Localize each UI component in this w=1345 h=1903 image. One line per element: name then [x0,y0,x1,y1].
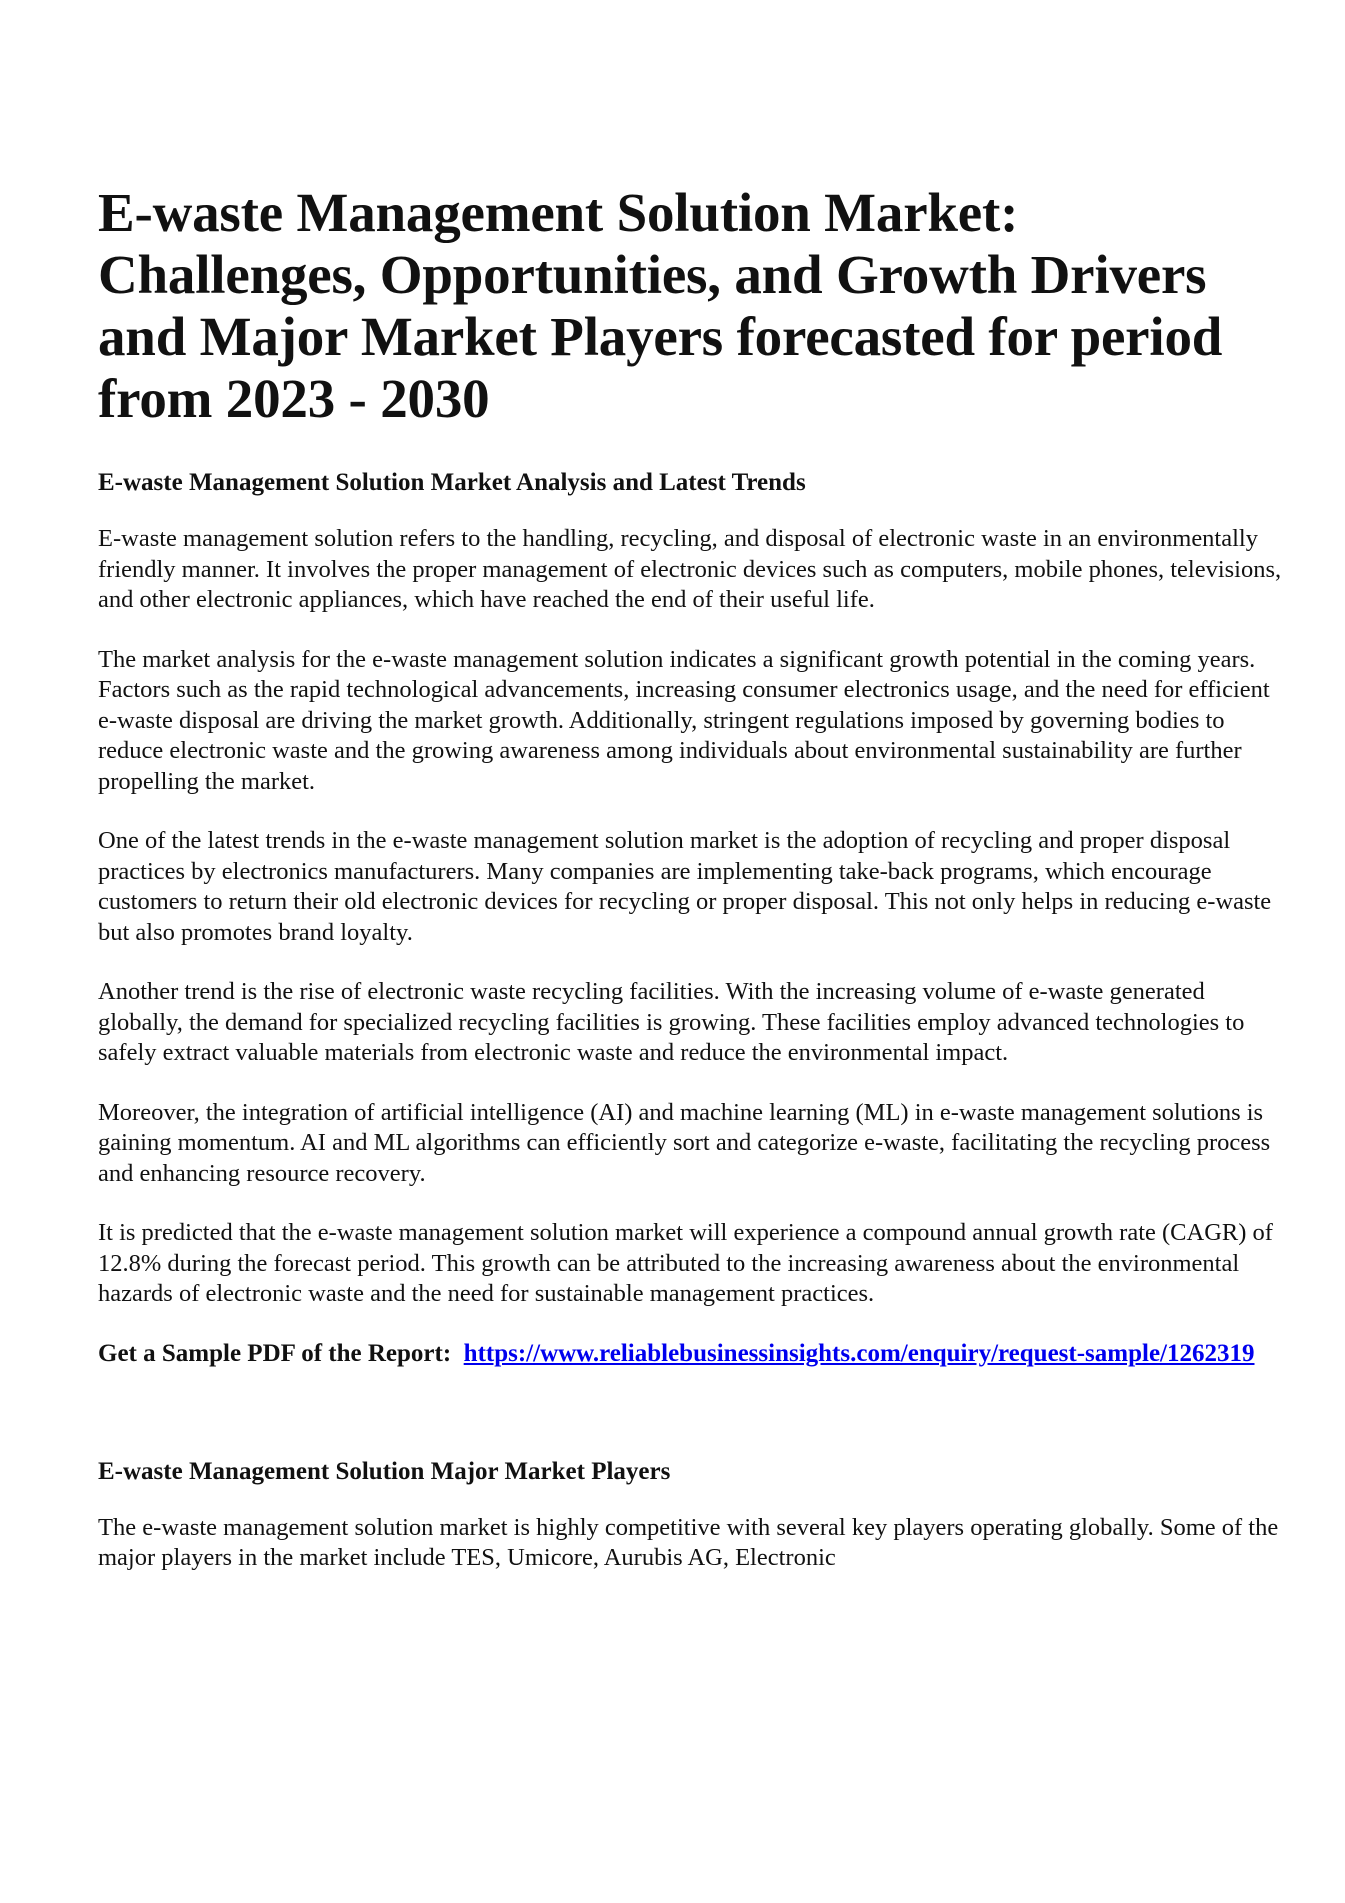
players-heading: E-waste Management Solution Major Market Players [98,1457,671,1485]
analysis-paragraph-3: One of the latest trends in the e-waste management solution market is the adoption of recycling and proper disposal practices by electronics manufacturers. Many companies are implementing take-back programs, which encourage customers to return their old electronic devices for recycling or proper disposal. This not only helps in reducing e-waste but also promotes brand loyalty. [98,827,1272,946]
players-paragraph: The e-waste management solution market is highly competitive with several key players operating globally. Some of the major players in the market include TES, Umicore, Aurubis AG, Electronic [98,1513,1279,1571]
analysis-paragraph-6: It is predicted that the e-waste management solution market will experience a compound annual growth rate (CAGR) of 12.8% during the forecast period. This growth can be attributed to the increasing awareness about the environmental hazards of electronic waste and the need for sustainable management practices. [98,1219,1273,1307]
analysis-paragraph-4: Another trend is the rise of electronic waste recycling facilities. With the increasing volume of e-waste generated globally, the demand for specialized recycling facilities is growing. These facilities employ advanced technologies to safely extract valuable materials from electronic waste and reduce the environmental impact. [98,978,1245,1066]
analysis-paragraph-1: E-waste management solution refers to the handling, recycling, and disposal of electronic waste in an environmentally friendly manner. It involves the proper management of electronic devices such as computers, mobile phones, televisions, and other electronic appliances, which have reached the end of their useful life. [98,525,1282,613]
document-page [98,182,1288,1574]
analysis-heading: E-waste Management Solution Market Analysis and Latest Trends [98,469,806,496]
sample-pdf-line [98,1339,1288,1369]
sample-pdf-label: Get a Sample PDF of the Report: [98,1339,452,1367]
analysis-paragraph-2: The market analysis for the e-waste management solution indicates a significant growth potential in the coming years. Factors such as the rapid technological advancements, increasing consumer electronics usage, and the need for efficient e-waste disposal are driving the market growth. Additionally, stringent regulations imposed by governing bodies to reduce electronic waste and the growing awareness among individuals about environmental sustainability are further propelling the market. [98,645,1270,795]
sample-pdf-link[interactable]: https://www.reliablebusinessinsights.com/enquiry/request-sample/1262319 [463,1339,1255,1367]
document-title: E-waste Management Solution Market: Challenges, Opportunities, and Growth Drivers and Major Market Players forecasted for period from 2023 - 2030 [98,182,1223,429]
analysis-paragraph-5: Moreover, the integration of artificial intelligence (AI) and machine learning (ML) in e-waste management solutions is gaining momentum. AI and ML algorithms can efficiently sort and categorize e-waste, facilitating the recycling process and enhancing resource recovery. [98,1098,1271,1187]
